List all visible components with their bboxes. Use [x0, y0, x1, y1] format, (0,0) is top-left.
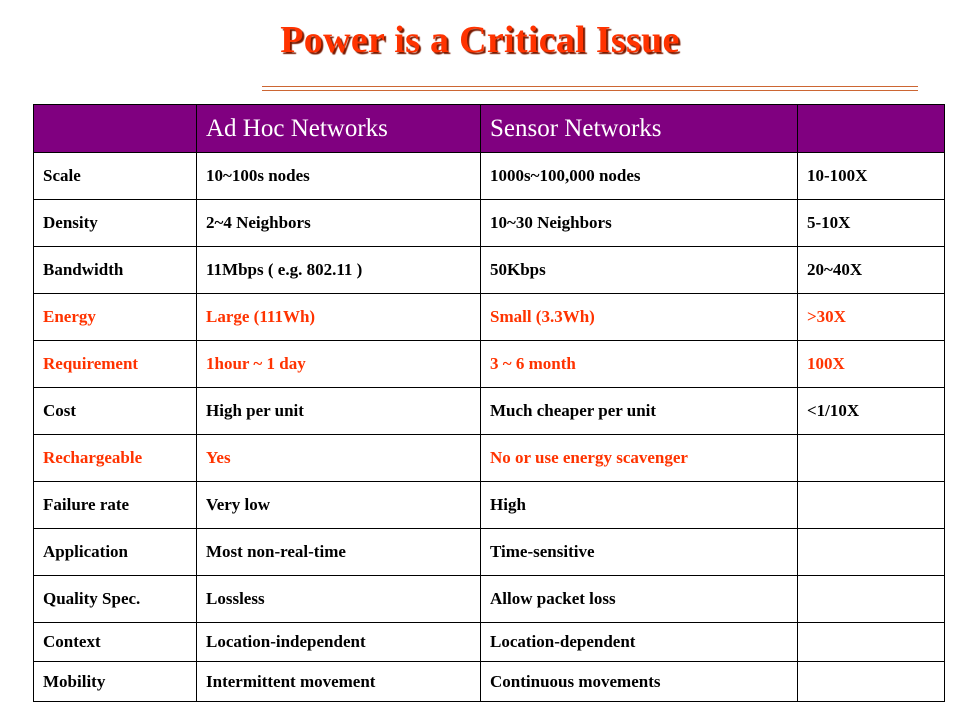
table-row-rechargeable: [34, 435, 945, 482]
ad-hoc-value: Lossless: [197, 576, 481, 623]
table-row-energy: [34, 294, 945, 341]
row-label: Context: [34, 623, 197, 662]
row-label: Failure rate: [34, 482, 197, 529]
sensor-value: Much cheaper per unit: [481, 388, 798, 435]
ratio-value: [798, 482, 945, 529]
header-cell-blank-left: [34, 105, 197, 153]
comparison-table: [33, 104, 945, 702]
ratio-value: [798, 662, 945, 702]
ad-hoc-value: 2~4 Neighbors: [197, 200, 481, 247]
row-label: Energy: [34, 294, 197, 341]
ratio-value: [798, 576, 945, 623]
header-cell-ad-hoc-networks: Ad Hoc Networks: [197, 105, 481, 153]
row-label: Requirement: [34, 341, 197, 388]
ratio-value: 5-10X: [798, 200, 945, 247]
ratio-value: [798, 435, 945, 482]
sensor-value: Time-sensitive: [481, 529, 798, 576]
ratio-value: 100X: [798, 341, 945, 388]
table-header-row: [34, 105, 945, 153]
ad-hoc-value: 11Mbps ( e.g. 802.11 ): [197, 247, 481, 294]
ad-hoc-value: Location-independent: [197, 623, 481, 662]
sensor-value: 10~30 Neighbors: [481, 200, 798, 247]
ad-hoc-value: Large (111Wh): [197, 294, 481, 341]
sensor-value: High: [481, 482, 798, 529]
row-label: Mobility: [34, 662, 197, 702]
ad-hoc-value: Intermittent movement: [197, 662, 481, 702]
sensor-value: Allow packet loss: [481, 576, 798, 623]
ad-hoc-value: 1hour ~ 1 day: [197, 341, 481, 388]
sensor-value: No or use energy scavenger: [481, 435, 798, 482]
row-label: Scale: [34, 153, 197, 200]
row-label: Quality Spec.: [34, 576, 197, 623]
sensor-value: 3 ~ 6 month: [481, 341, 798, 388]
slide-title: Power is a Critical Issue: [280, 19, 680, 61]
row-label: Cost: [34, 388, 197, 435]
table-row-cost: [34, 388, 945, 435]
ratio-value: [798, 529, 945, 576]
ad-hoc-value: Most non-real-time: [197, 529, 481, 576]
header-cell-sensor-networks: Sensor Networks: [481, 105, 798, 153]
ratio-value: 20~40X: [798, 247, 945, 294]
header-cell-blank-right: [798, 105, 945, 153]
row-label: Rechargeable: [34, 435, 197, 482]
ratio-value: 10-100X: [798, 153, 945, 200]
sensor-value: 50Kbps: [481, 247, 798, 294]
ratio-value: [798, 623, 945, 662]
ad-hoc-value: Yes: [197, 435, 481, 482]
sensor-value: Continuous movements: [481, 662, 798, 702]
table-row-failure-rate: [34, 482, 945, 529]
sensor-value: Location-dependent: [481, 623, 798, 662]
ad-hoc-value: High per unit: [197, 388, 481, 435]
sensor-value: Small (3.3Wh): [481, 294, 798, 341]
ratio-value: >30X: [798, 294, 945, 341]
title-underline-top: [262, 86, 918, 87]
title-underline-bottom: [262, 90, 918, 91]
table-row-requirement: [34, 341, 945, 388]
table-row-density: [34, 200, 945, 247]
table-row-application: [34, 529, 945, 576]
ad-hoc-value: Very low: [197, 482, 481, 529]
row-label: Application: [34, 529, 197, 576]
row-label: Bandwidth: [34, 247, 197, 294]
table-row-scale: [34, 153, 945, 200]
sensor-value: 1000s~100,000 nodes: [481, 153, 798, 200]
table-row-quality-spec: [34, 576, 945, 623]
ad-hoc-value: 10~100s nodes: [197, 153, 481, 200]
row-label: Density: [34, 200, 197, 247]
table-row-bandwidth: [34, 247, 945, 294]
ratio-value: <1/10X: [798, 388, 945, 435]
table-row-mobility: [34, 662, 945, 702]
table-row-context: [34, 623, 945, 662]
